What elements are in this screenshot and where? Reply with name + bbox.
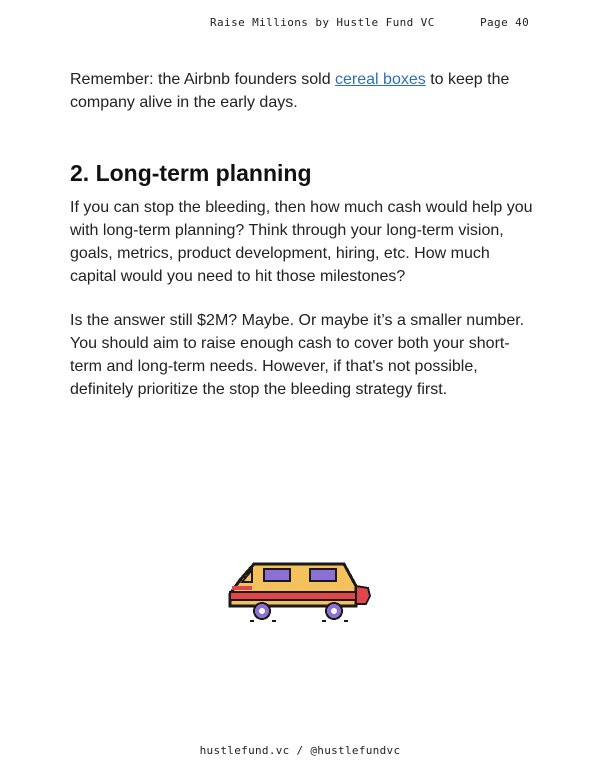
section-heading: 2. Long-term planning [70, 160, 312, 186]
van-window-rear [310, 569, 336, 581]
van-rear-bumper [356, 586, 370, 604]
paragraph-answer: Is the answer still $2M? Maybe. Or maybe it’s a smaller number. You should aim to raise enough cash to cover both your short-term and long-term needs. However, if that's not possible, definitely prioritize the stop the bleeding strategy first. [70, 312, 525, 398]
van-headlight [232, 586, 252, 590]
page-number: Page 40 [480, 16, 530, 29]
paragraph-airbnb [70, 68, 540, 114]
van-stripe [230, 592, 356, 600]
paragraph-airbnb-text-end: to keep the company alive in the early days. [70, 71, 510, 111]
cereal-boxes-link[interactable]: cereal boxes [335, 71, 426, 88]
page-footer: hustlefund.vc / @hustlefundvc [199, 744, 401, 757]
paragraph-airbnb-text-start: Remember: the Airbnb founders sold [70, 71, 336, 88]
document-title: Raise Millions by Hustle Fund VC [210, 16, 435, 29]
van-window-front [264, 569, 290, 581]
van-illustration [224, 556, 374, 626]
paragraph-long-term: If you can stop the bleeding, then how much cash would help you with long-term planning? Think through your long-term vision, goals, metrics, product development, hiring, etc. How much capital would you need to hit those milestones? [70, 199, 533, 285]
